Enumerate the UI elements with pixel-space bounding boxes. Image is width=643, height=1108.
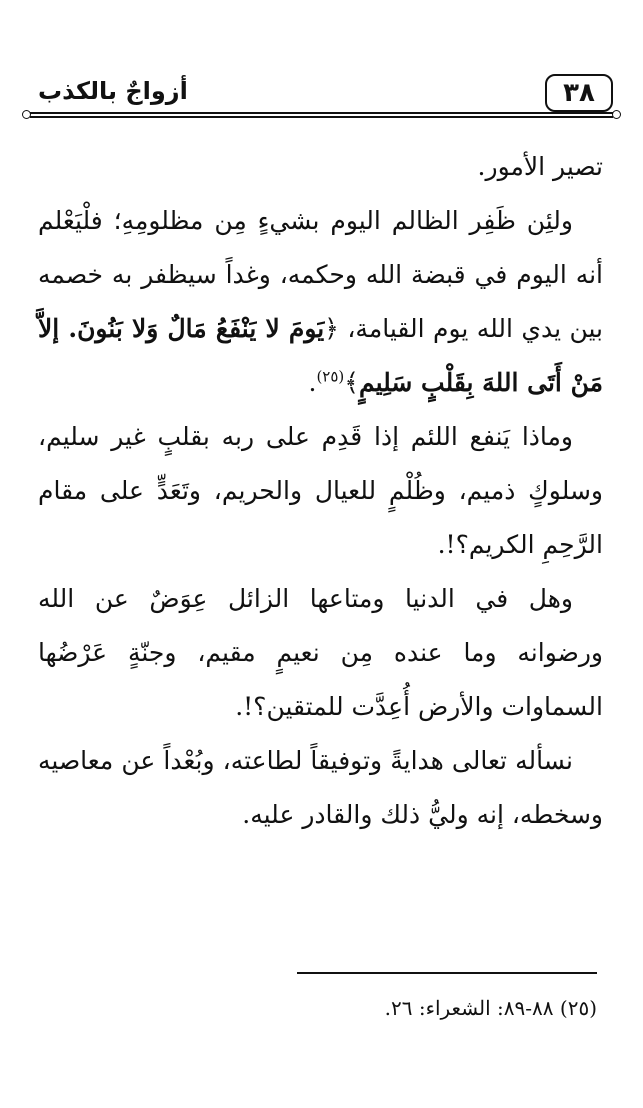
paragraph-text: ولئِن ظَفِر الظالم اليوم بشيءٍ مِن مظلومِهِ؛ فلْيَعْلم أنه اليوم في قبضة الله وحكمه، وغداً سيظفر به خصمه بين يدي الله يوم القيامة، [38,206,603,343]
footnote-reference[interactable]: (٢٥) [316,367,345,386]
body-text [38,140,603,842]
paragraph [38,572,603,734]
ornate-bracket-open: ﴿ [324,314,339,343]
page-header [30,72,613,118]
paragraph [38,734,603,842]
rule-end-ornament [22,110,31,119]
footnote: (٢٥) ٨٨-٨٩: الشعراء: ٢٦. [384,996,597,1020]
header-rule [30,112,613,118]
rule-end-ornament [612,110,621,119]
paragraph [38,410,603,572]
quran-verse: يَومَ لا يَنْفَعُ مَالٌ وَلا بَنُونَ. إلاَّ مَنْ أَتَى اللهَ بِقَلْبٍ سَلِيمٍ [38,314,603,397]
paragraph-text: تصير الأمور. [477,152,603,181]
paragraph-text: وهل في الدنيا ومتاعها الزائل عِوَضٌ عن الله ورضوانه وما عنده مِن نعيمٍ مقيم، وجنّةٍ عَرْضُها السماوات والأرض أُعِدَّت للمتقين؟!. [38,584,603,721]
paragraph-text: نسأله تعالى هدايةً وتوفيقاً لطاعته، وبُعْداً عن معاصيه وسخطه، إنه وليُّ ذلك والقادر عليه. [38,746,603,829]
running-title: أزواجٌ بالكذب [38,77,188,105]
ornate-bracket-close: ﴾ [344,368,359,397]
paragraph [38,140,603,194]
footnote-separator [297,972,597,974]
paragraph-text: وماذا يَنفع اللئم إذا قَدِم على ربه بقلبٍ غير سليم، وسلوكٍ ذميم، وظُلْمٍ للعيال والحريم، وتَعَدٍّ على مقام الرَّحِمِ الكريم؟!. [38,422,603,559]
paragraph [38,194,603,410]
page-number: ٣٨ [545,74,613,112]
paragraph-end: . [308,368,317,397]
